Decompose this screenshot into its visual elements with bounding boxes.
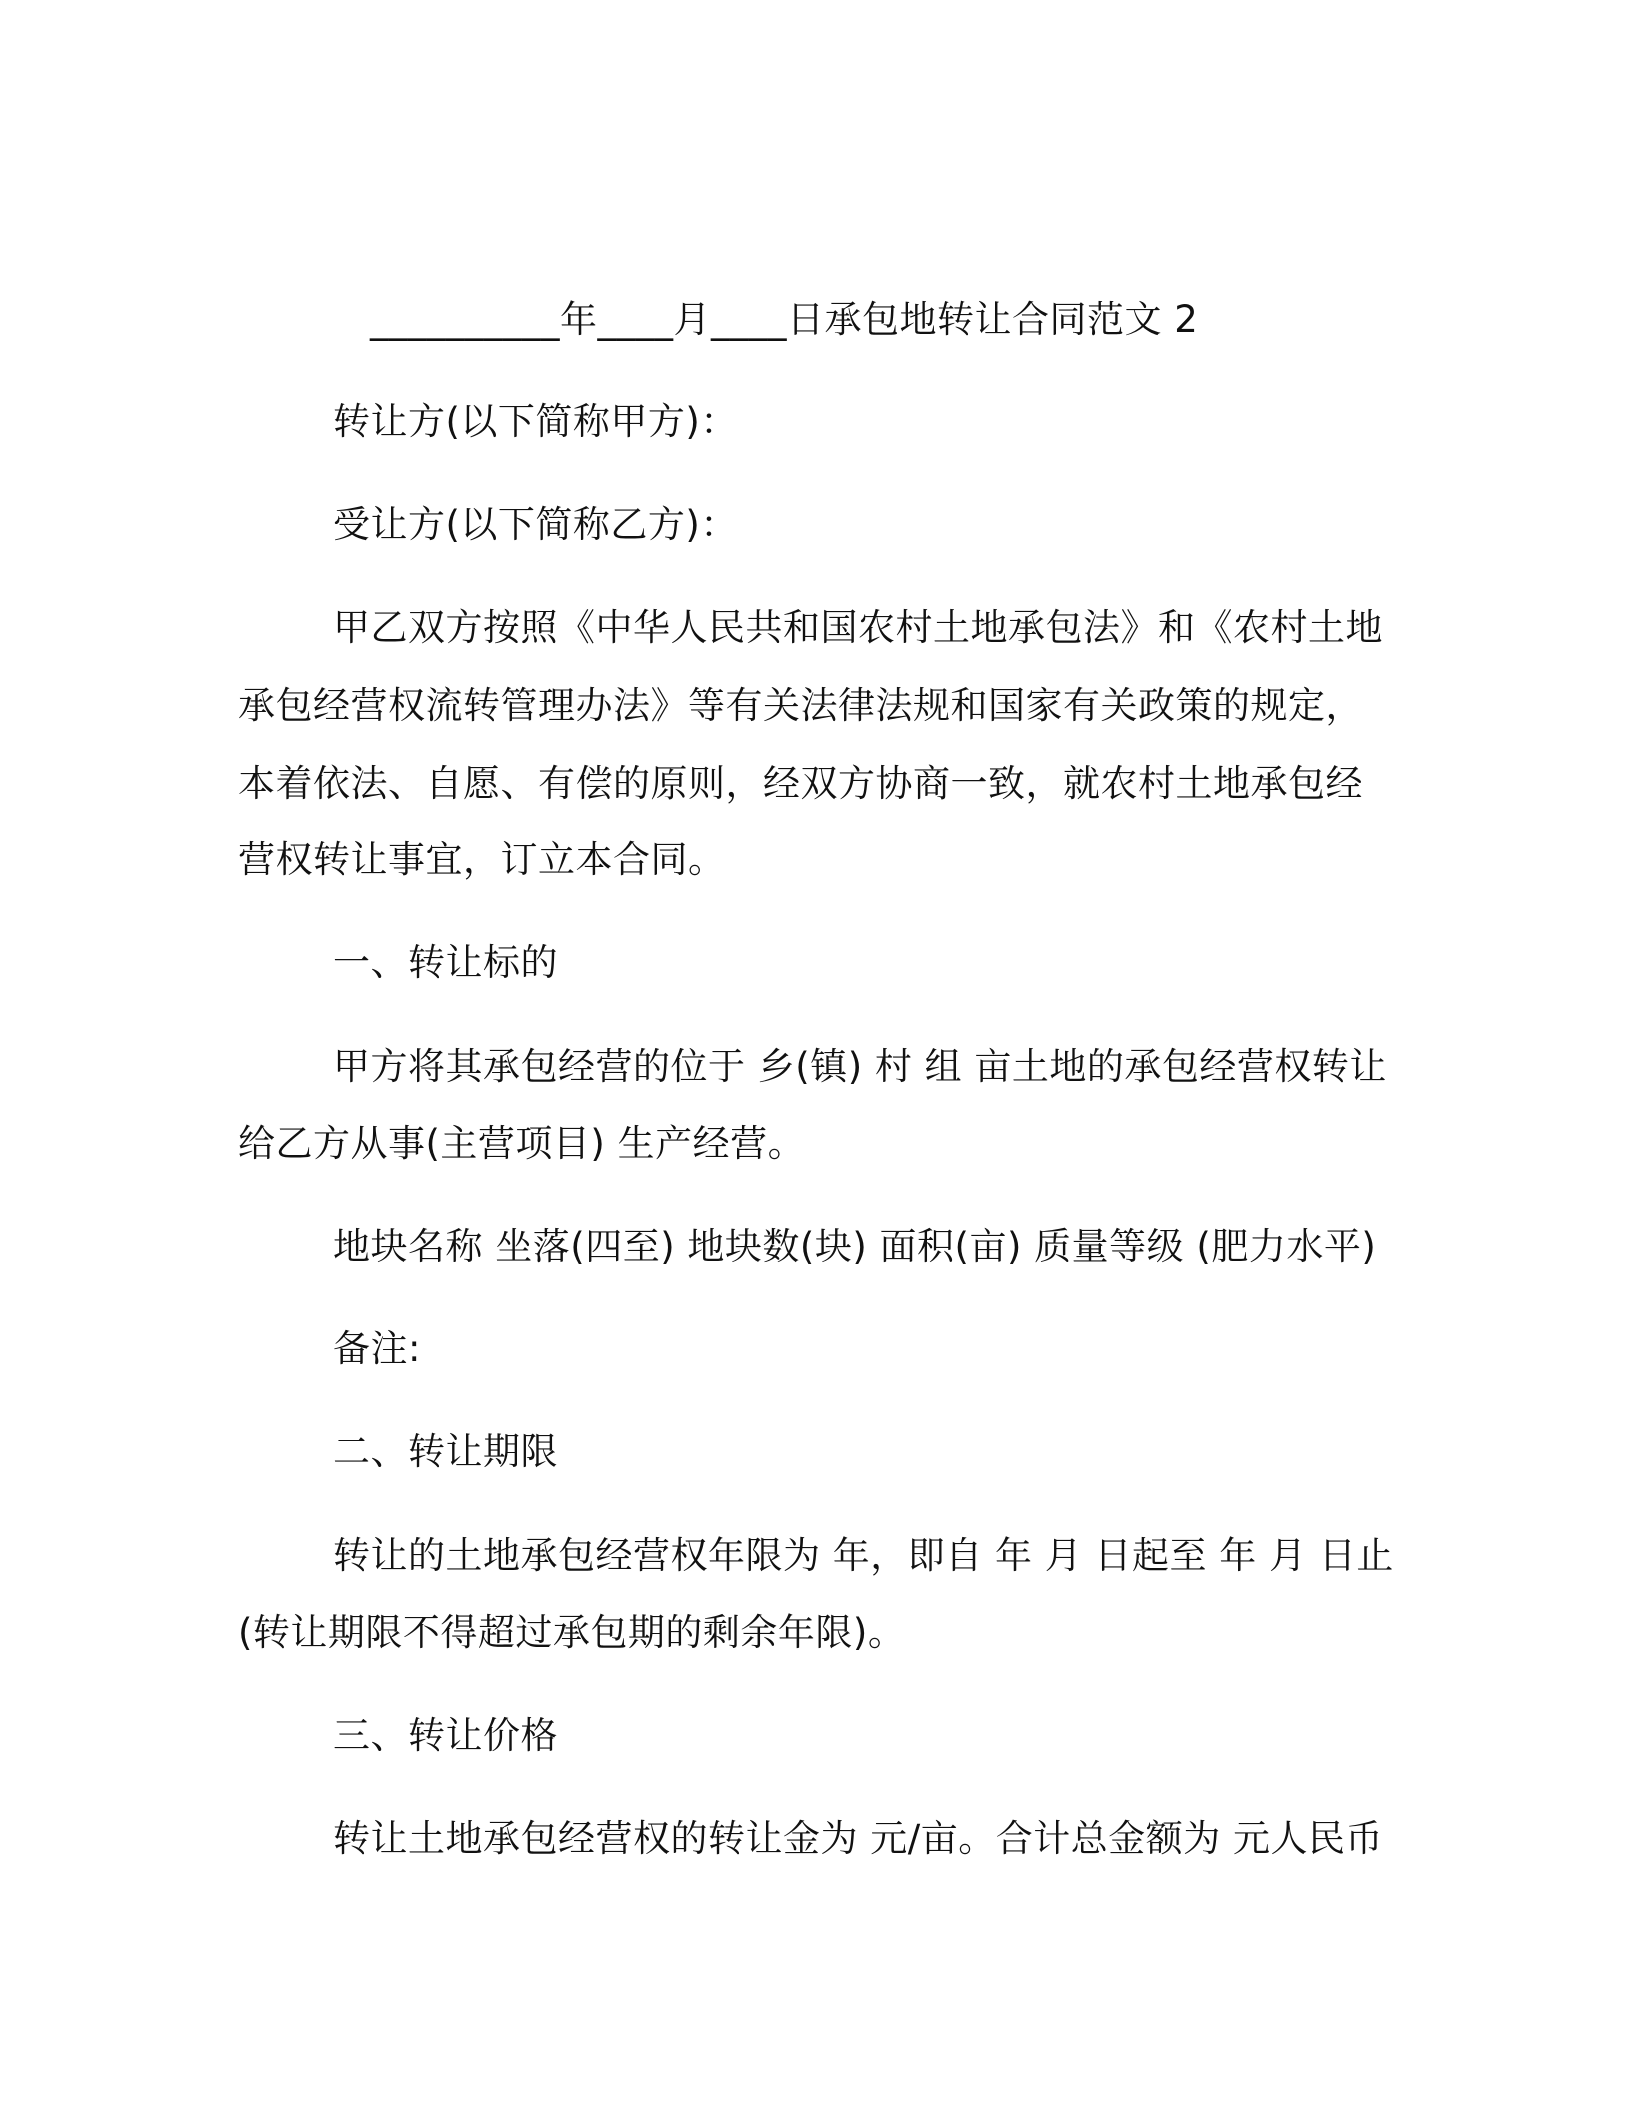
- section-2-heading: 二、转让期限: [333, 1430, 558, 1473]
- section-1-body-line-2: 给乙方从事(主营项目) 生产经营。: [238, 1122, 806, 1165]
- plot-table-header: 地块名称 坐落(四至) 地块数(块) 面积(亩) 质量等级 (肥力水平): [333, 1225, 1377, 1268]
- section-2-body-line-2: (转让期限不得超过承包期的剩余年限)。: [238, 1611, 906, 1654]
- section-3-heading: 三、转让价格: [333, 1714, 558, 1757]
- transferee-line: 受让方(以下简称乙方)：: [333, 503, 738, 546]
- transferor-line: 转让方(以下简称甲方)：: [333, 400, 738, 443]
- section-2-body-line-1: 转让的土地承包经营权年限为 年，即自 年 月 日起至 年 月 日止: [333, 1534, 1394, 1577]
- section-3-body-line-1: 转让土地承包经营权的转让金为 元/亩。合计总金额为 元人民币: [333, 1817, 1383, 1860]
- preamble-line-3: 本着依法、自愿、有偿的原则，经双方协商一致，就农村土地承包经: [238, 762, 1363, 805]
- preamble-line-4: 营权转让事宜，订立本合同。: [238, 838, 726, 881]
- preamble-line-1: 甲乙双方按照《中华人民共和国农村土地承包法》和《农村土地: [333, 606, 1383, 649]
- section-1-body-line-1: 甲方将其承包经营的位于 乡(镇) 村 组 亩土地的承包经营权转让: [333, 1045, 1387, 1088]
- document-title: __________年____月____日承包地转让合同范文 2: [370, 298, 1199, 341]
- section-1-heading: 一、转让标的: [333, 941, 558, 984]
- remarks-label: 备注:: [333, 1327, 421, 1370]
- preamble-line-2: 承包经营权流转管理办法》等有关法律法规和国家有关政策的规定，: [238, 684, 1363, 727]
